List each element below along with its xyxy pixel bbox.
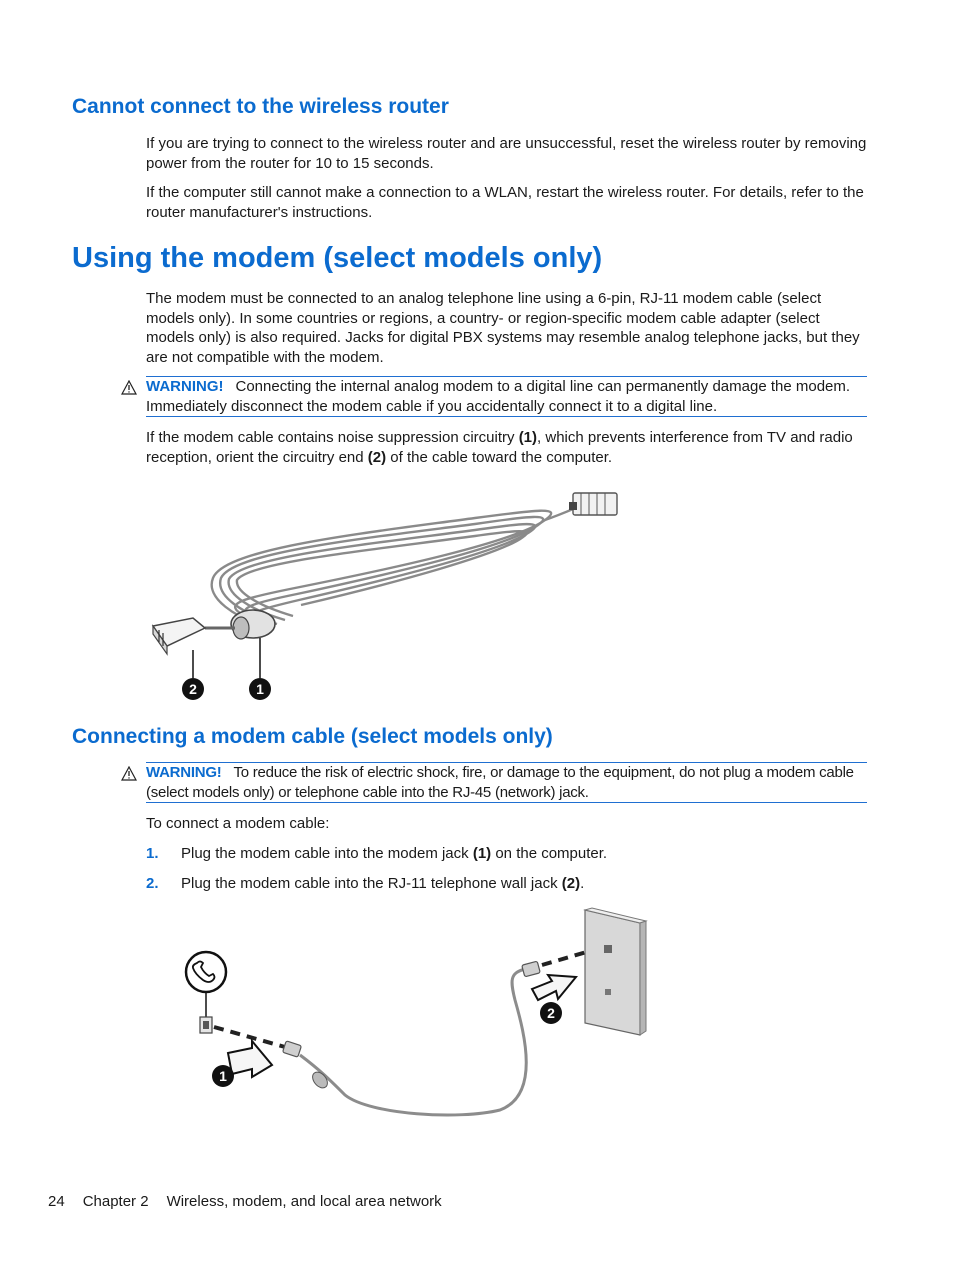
- warning-text: To reduce the risk of electric shock, fire, or damage to the equipment, do not plug a modem cable (select models only) or telephone cable into the RJ-45 (network) jack.: [146, 764, 854, 801]
- warning-icon: [121, 766, 137, 781]
- page-number: 24: [48, 1193, 65, 1210]
- paragraph-restart-router: If the computer still cannot make a connection to a WLAN, restart the wireless router. For details, refer to the router manufacturer's instructions.: [146, 184, 864, 221]
- modem-cable-illustration: [145, 478, 625, 706]
- step-number: 1.: [146, 845, 159, 862]
- callout-2-label: 2: [547, 1005, 555, 1021]
- modem-jack-icon: [186, 952, 226, 992]
- wall-jack-plate: [585, 910, 640, 1035]
- callout-2-label: 2: [189, 681, 197, 697]
- warning-label: WARNING!: [146, 378, 224, 395]
- step-number: 2.: [146, 875, 159, 892]
- connect-intro: To connect a modem cable:: [146, 815, 330, 832]
- callout-1-label: 1: [256, 681, 264, 697]
- callout-1-label: 1: [219, 1068, 227, 1084]
- step-text: Plug the modem cable into the RJ-11 telephone wall jack (2).: [181, 875, 585, 892]
- chapter-label: Chapter 2: [82, 1193, 149, 1210]
- warning-rj45: [146, 762, 867, 803]
- warning-icon: [121, 380, 137, 395]
- paragraph-reset-router: If you are trying to connect to the wireless router and are unsuccessful, reset the wireless router by removing power from the router for 10 to 15 seconds.: [146, 135, 867, 172]
- section-heading-using-modem: Using the modem (select models only): [72, 242, 603, 274]
- section-heading-wireless-router: Cannot connect to the wireless router: [72, 95, 449, 118]
- warning-digital-line: [146, 376, 867, 417]
- paragraph-modem-requirements: The modem must be connected to an analog telephone line using a 6-pin, RJ-11 modem cable (select models only). In some countries or regions, a country- or region-specific modem cable adapter (select models only) is also required. Jacks for digital PBX systems may resemble analog telephone jacks, but they are not compatible with the modem.: [146, 290, 860, 366]
- page-footer: [48, 1193, 460, 1210]
- paragraph-noise-suppression: If the modem cable contains noise suppression circuitry (1), which prevents interference from TV and radio reception, orient the circuitry end (2) of the cable toward the computer.: [146, 429, 853, 466]
- warning-text: Connecting the internal analog modem to a digital line can permanently damage the modem. Immediately disconnect the modem cable if you accidentally connect it to a digital line.: [146, 378, 851, 415]
- warning-label: WARNING!: [146, 764, 222, 781]
- chapter-title: Wireless, modem, and local area network: [166, 1193, 442, 1210]
- section-heading-connecting-modem: Connecting a modem cable (select models only): [72, 725, 553, 748]
- step-text: Plug the modem cable into the modem jack (1) on the computer.: [181, 845, 608, 862]
- modem-connection-illustration: [180, 905, 650, 1125]
